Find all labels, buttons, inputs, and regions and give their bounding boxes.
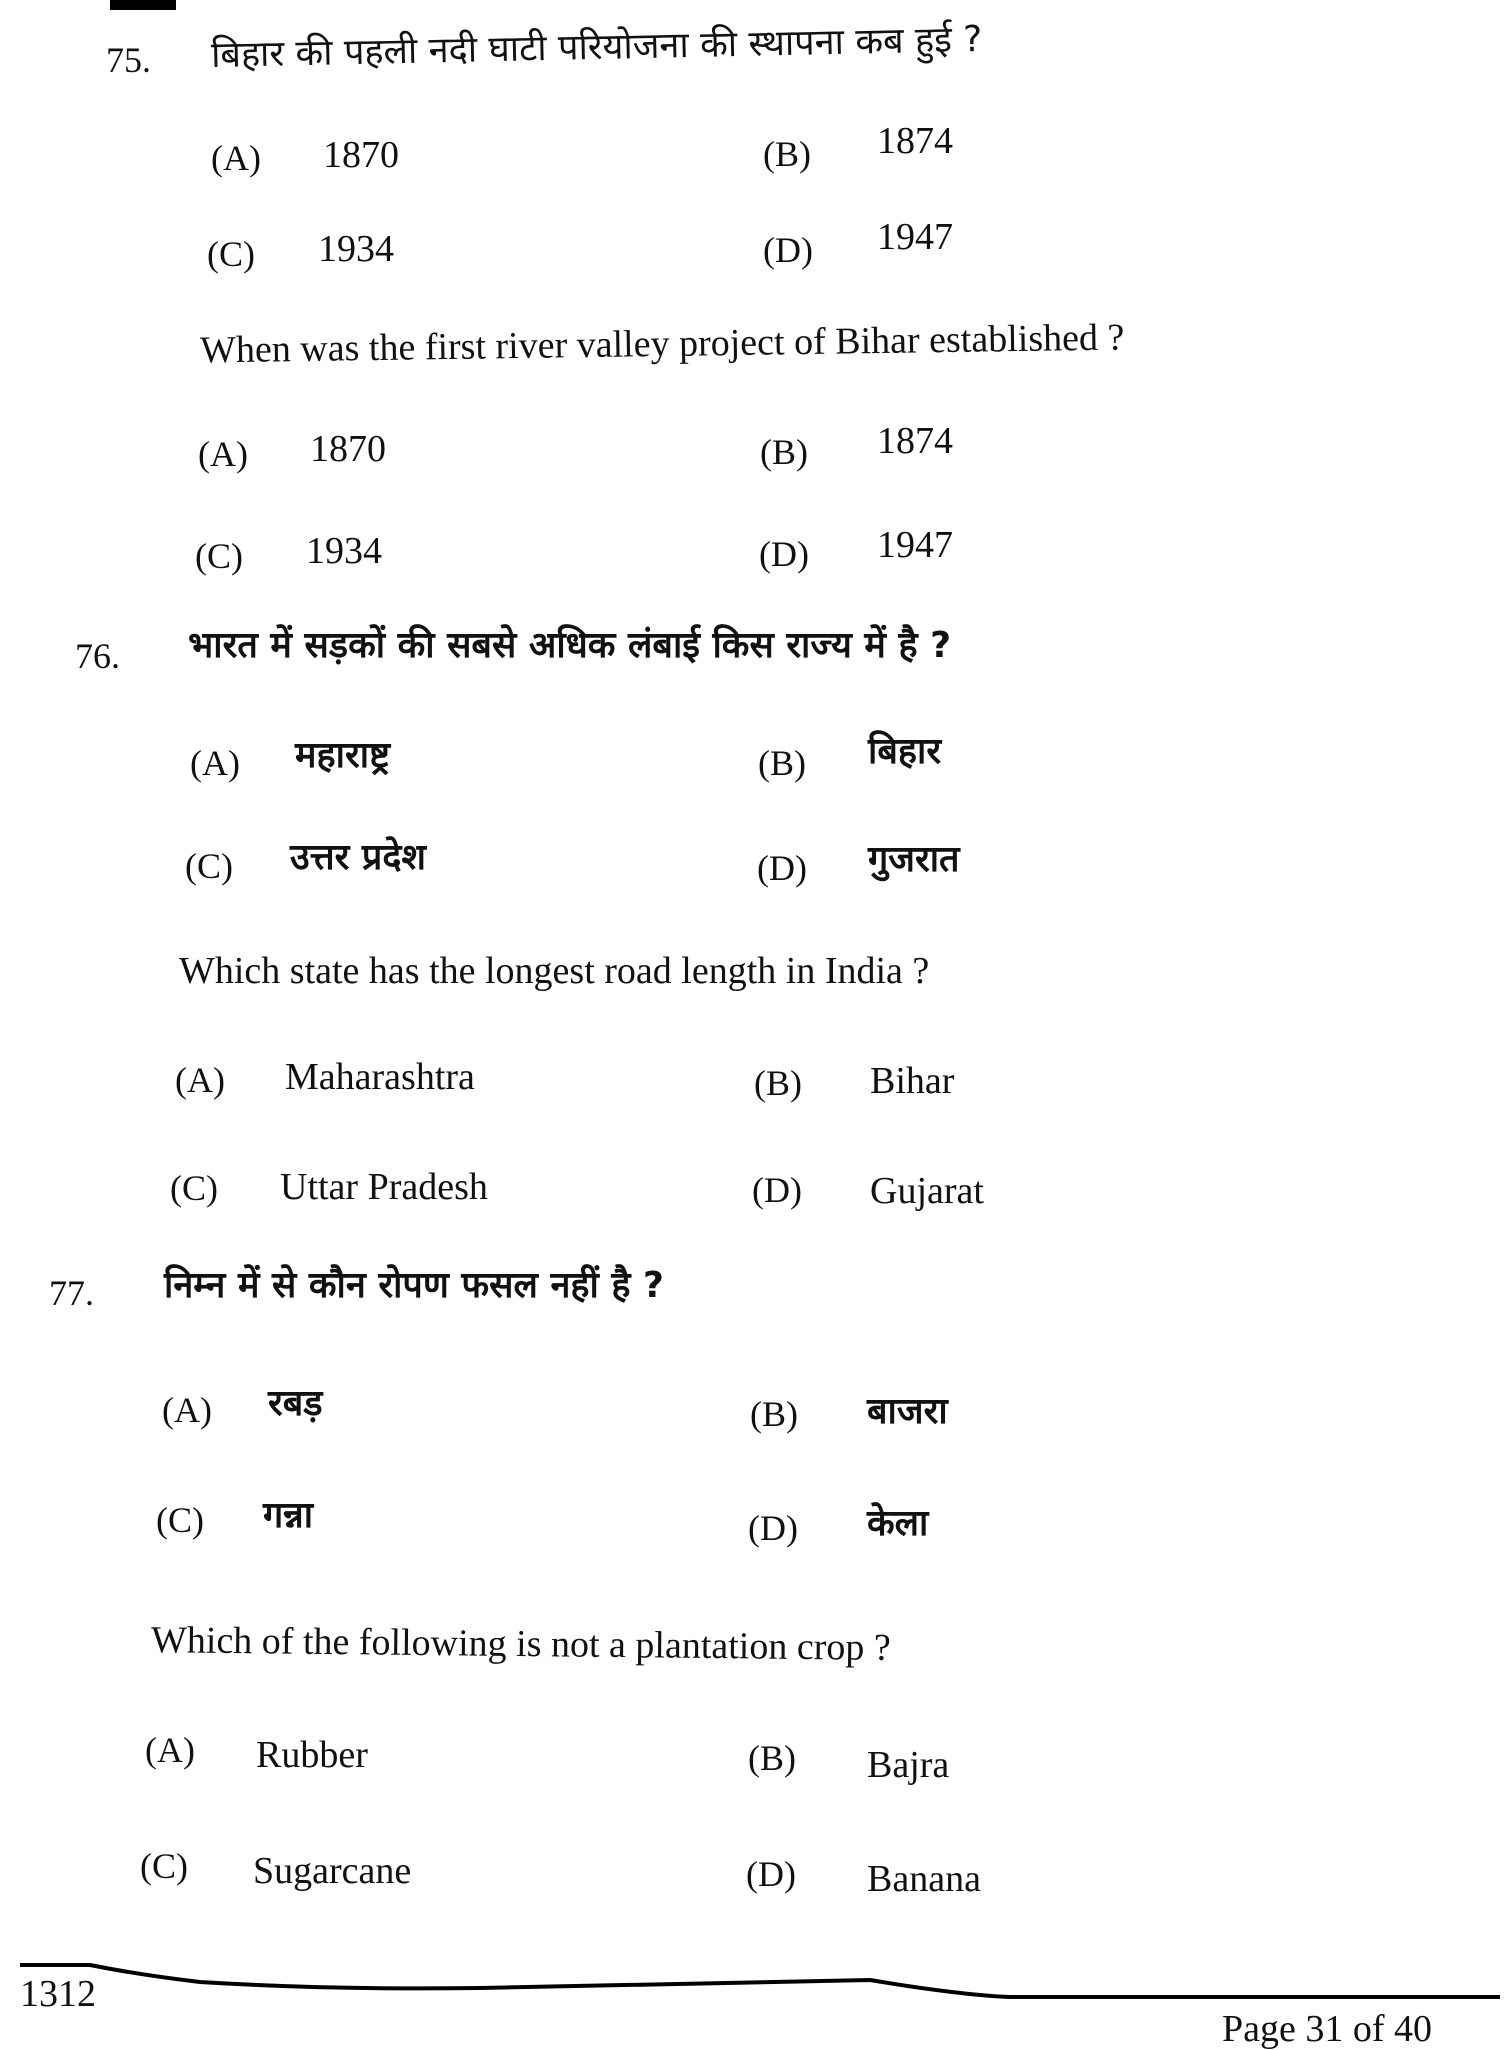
- option-label-b: (B): [754, 1063, 802, 1103]
- option-d-hindi: गुजरात: [868, 839, 960, 880]
- question-number: 76.: [75, 636, 120, 676]
- option-a-hindi: 1870: [323, 134, 399, 176]
- option-b-hindi: बाजरा: [867, 1391, 948, 1432]
- option-d-hindi: केला: [867, 1503, 929, 1544]
- option-label-c: (C): [170, 1168, 218, 1208]
- option-b-hindi: बिहार: [868, 731, 942, 772]
- option-label-d: (D): [757, 848, 807, 888]
- option-label-a: (A): [190, 743, 240, 783]
- option-c-english: Sugarcane: [253, 1850, 412, 1892]
- booklet-code: 1312: [20, 1973, 96, 2015]
- option-label-c: (C): [185, 846, 233, 886]
- option-label-c: (C): [140, 1846, 188, 1886]
- option-label-c: (C): [195, 536, 243, 576]
- question-text-english: Which of the following is not a plantation crop ?: [150, 1619, 891, 1669]
- option-d-english: 1947: [877, 524, 953, 566]
- scan-mark: [110, 0, 176, 10]
- option-c-hindi: उत्तर प्रदेश: [290, 837, 426, 878]
- option-label-b: (B): [763, 134, 811, 174]
- option-a-hindi: महाराष्ट्र: [295, 735, 391, 776]
- option-label-a: (A): [175, 1060, 225, 1100]
- option-label-a: (A): [211, 138, 261, 178]
- option-label-a: (A): [162, 1390, 212, 1430]
- page-number: Page 31 of 40: [1222, 2008, 1433, 2050]
- option-c-hindi: गन्ना: [263, 1495, 314, 1536]
- option-a-english: Rubber: [256, 1734, 368, 1776]
- option-label-d: (D): [752, 1170, 802, 1210]
- option-label-b: (B): [750, 1394, 798, 1434]
- option-b-english: Bajra: [867, 1744, 950, 1786]
- option-a-english: 1870: [310, 428, 386, 470]
- question-number: 77.: [49, 1273, 94, 1313]
- option-label-d: (D): [759, 534, 809, 574]
- option-c-english: 1934: [306, 530, 382, 572]
- option-label-b: (B): [748, 1738, 796, 1778]
- option-d-hindi: 1947: [877, 216, 953, 258]
- option-label-b: (B): [760, 432, 808, 472]
- footer-rule: [0, 1950, 1505, 2000]
- option-label-d: (D): [746, 1854, 796, 1894]
- option-a-hindi: रबड़: [268, 1383, 323, 1424]
- option-b-english: 1874: [877, 420, 953, 462]
- option-a-english: Maharashtra: [285, 1056, 475, 1098]
- question-text-english: Which state has the longest road length in India ?: [179, 950, 930, 992]
- question-text-hindi: निम्न में से कौन रोपण फसल नहीं है ?: [164, 1265, 664, 1306]
- option-d-english: Gujarat: [870, 1170, 984, 1212]
- option-b-hindi: 1874: [877, 120, 953, 162]
- option-b-english: Bihar: [870, 1060, 955, 1102]
- option-label-d: (D): [748, 1508, 798, 1548]
- question-text-english: When was the first river valley project of Bihar established ?: [199, 316, 1125, 372]
- option-label-a: (A): [145, 1730, 195, 1770]
- option-label-d: (D): [763, 230, 813, 270]
- option-label-a: (A): [198, 434, 248, 474]
- option-label-b: (B): [758, 743, 806, 783]
- option-label-c: (C): [156, 1500, 204, 1540]
- option-label-c: (C): [207, 234, 255, 274]
- question-text-hindi: भारत में सड़कों की सबसे अधिक लंबाई किस राज्य में है ?: [188, 625, 951, 666]
- option-c-english: Uttar Pradesh: [280, 1166, 488, 1208]
- question-text-hindi: बिहार की पहली नदी घाटी परियोजना की स्थापना कब हुई ?: [210, 18, 983, 77]
- option-c-hindi: 1934: [318, 228, 394, 270]
- question-number: 75.: [106, 40, 151, 80]
- option-d-english: Banana: [867, 1858, 981, 1900]
